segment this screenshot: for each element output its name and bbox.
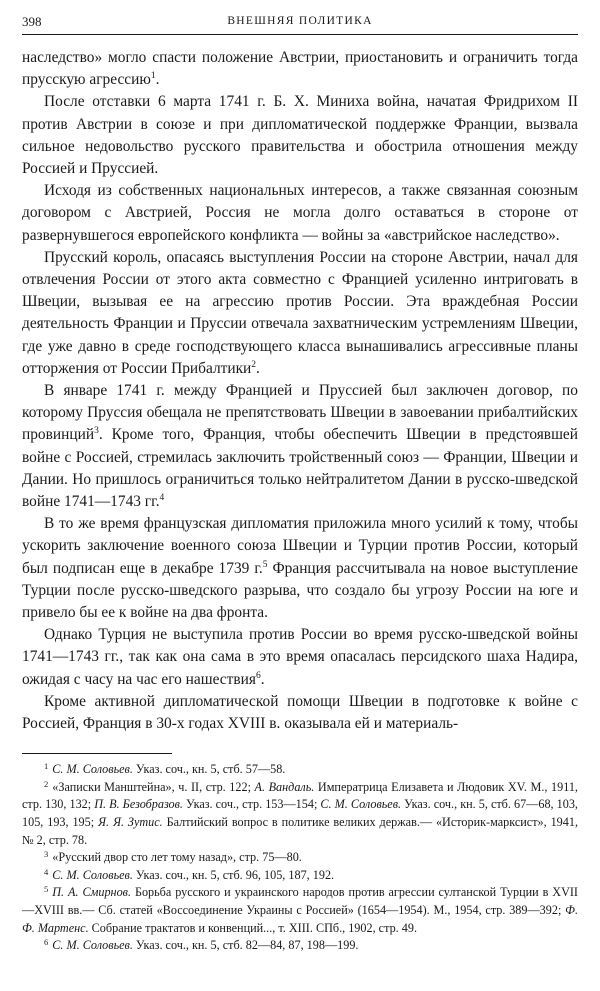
footnote: $^6$ С. М. Соловьев. Указ. соч., кн. 5, стб. 82—84, 87, 198—199. bbox=[44, 937, 359, 953]
paragraph: Исходя из собственных национальных интересов, а также связанная союзным договором с Австрией, Россия не могла долго оставаться в стороне от развернувшегося европейского конфликта — войны за «австрийское наследство». bbox=[22, 182, 578, 244]
footnote-divider bbox=[22, 753, 172, 754]
paragraph: наследство» могло спасти положение Австрии, приостановить и ограничить тогда прусскую агрессию$^1$. bbox=[22, 49, 578, 89]
paragraph: Прусский король, опасаясь выступления России на стороне Австрии, начал для отвлечения России от этого акта совместно с Францией усиленно интриговать в Швеции, вызывая ее на агрессию против России. Эта враждебная России деятельность Франции и Пруссии отвечала захватническим устремлениям Швеции, где уже давно в среде господствующего класса вынашивались агрессивные планы отторжения от России Прибалтики$^2$. bbox=[22, 248, 578, 377]
running-title: ВНЕШНЯЯ ПОЛИТИКА bbox=[227, 15, 373, 27]
footnotes bbox=[22, 761, 578, 955]
paragraph: В то же время французская дипломатия приложила много усилий к тому, чтобы ускорить заключение военного союза Швеции и Турции против России, который был подписан еще в декабре 1739 г.$^5$ Франция рассчитывала на новое выступление Турции после русско-шведского разрыва, что создало бы угрозу России на юге и привело бы ее к войне на два фронта. bbox=[22, 515, 578, 622]
footnote-ref[interactable]: 2 bbox=[251, 359, 257, 370]
footnote: $^3$ «Русский двор сто лет тому назад», стр. 75—80. bbox=[44, 849, 302, 865]
footnote: $^4$ С. М. Соловьев. Указ. соч., кн. 5, стб. 96, 105, 187, 192. bbox=[44, 866, 335, 882]
footnote: $^2$ «Записки Манштейна», ч. II, стр. 122; А. Вандаль. Императрица Елизавета и Людовик XV. М., 1911, стр. 130, 132; П. В. Безобразов. Указ. соч., стр. 153—154; С. М. Соловьев. Указ. соч., кн. 5, стб. 67—68, 103, 105, 193, 195; Я. Я. Зутис. Балтийский вопрос в политике великих держав.— «Историк-марксист», 1941, № 2, стр. 78. bbox=[22, 778, 578, 847]
footnote-ref[interactable]: 5 bbox=[262, 559, 268, 570]
paragraph: После отставки 6 марта 1741 г. Б. Х. Миниха война, начатая Фридрихом II против Австрии в союзе и при дипломатической поддержке Франции, вызвала сильное недовольство русского правительства и обострила отношения между Россией и Пруссией. bbox=[22, 93, 578, 178]
footnote-ref[interactable]: 3 bbox=[94, 426, 99, 437]
page-number: 398 bbox=[22, 14, 42, 29]
paragraph: Кроме активной дипломатической помощи Швеции в подготовке к войне с Россией, Франция в 30-х годах XVIII в. оказывала ей и материаль- bbox=[22, 692, 578, 733]
page-header bbox=[22, 12, 578, 35]
footnote: $^1$ С. М. Соловьев. Указ. соч., кн. 5, стб. 57—58. bbox=[44, 761, 286, 777]
footnote-ref[interactable]: 1 bbox=[150, 71, 156, 82]
footnote-ref[interactable]: 6 bbox=[255, 670, 261, 681]
footnote-ref[interactable]: 4 bbox=[159, 493, 165, 504]
footnote: $^5$ П. А. Смирнов. Борьба русского и украинского народов против агрессии султанской Турции в XVII—XVIII вв.— Сб. статей «Воссоединение Украины с Россией» (1654—1954). М., 1954, стр. 389—392; Ф. Ф. Мартенс. Собрание трактатов и конвенций..., т. XIII. СПб., 1902, стр. 49. bbox=[22, 884, 578, 935]
main-text bbox=[22, 47, 578, 735]
paragraph: В январе 1741 г. между Францией и Пруссией был заключен договор, по которому Пруссия обещала не препятствовать Швеции в завоевании прибалтийских провинций$^3$. Кроме того, Франция, чтобы обеспечить Швеции в предстоявшей войне с Россией, стремилась заключить тройственный союз — Франции, Швеции и Дании. Но пришлось ограничиться только нейтралитетом Дании в русско-шведской войне 1741—1743 гг.$^4$ bbox=[22, 382, 578, 511]
paragraph: Однако Турция не выступила против России во время русско-шведской войны 1741—1743 гг., так как она сама в это время опасалась персидского шаха Надира, ожидая с часу на час его нашествия$^6$. bbox=[22, 626, 578, 688]
